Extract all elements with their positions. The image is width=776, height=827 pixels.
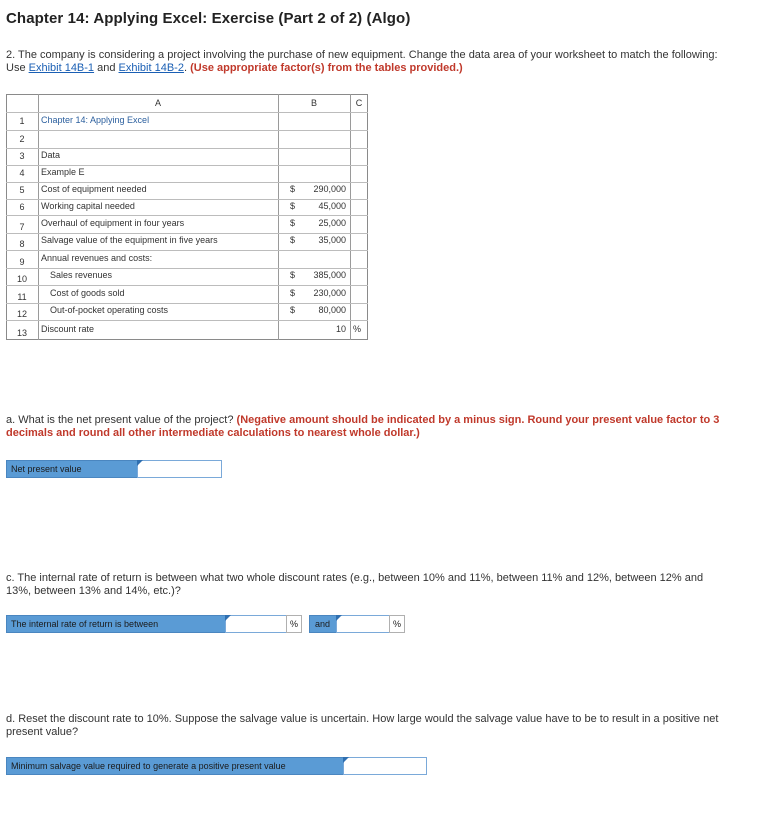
row-label [41,130,276,148]
row-number: 5 [19,185,25,195]
intro-period: . [183,62,191,74]
intro-and: and [94,62,119,74]
row-label: Cost of equipment needed [41,184,147,194]
row-number: 1 [19,116,25,126]
row-unit: % [353,324,362,334]
irr-answer-row [6,615,406,633]
row-number: 7 [19,222,25,232]
currency-symbol: $ [290,201,296,211]
row-value: 35,000 [318,235,346,245]
row-number: 4 [19,168,25,178]
currency-symbol: $ [290,184,296,194]
irr-lower-input-cell[interactable] [225,615,287,633]
currency-symbol: $ [290,288,296,298]
input-corner-marker [137,460,143,466]
row-number: 8 [19,239,25,249]
currency-symbol: $ [290,218,296,228]
row-value: 25,000 [318,218,346,228]
irr-upper-percent: % [389,615,405,633]
input-corner-marker [343,757,349,763]
column-header-a: A [154,98,161,108]
spreadsheet [6,94,370,340]
row-label: Salvage value of the equipment in five years [41,235,218,245]
row-value: 45,000 [318,201,346,211]
exhibit-14b-2-link[interactable]: Exhibit 14B-2 [118,62,184,74]
row-number: 6 [19,202,25,212]
row-value: 10 [335,324,346,334]
currency-symbol: $ [290,305,296,315]
column-header-b: B [310,98,317,108]
irr-lower-percent: % [286,615,302,633]
row-label: Working capital needed [41,201,135,211]
npv-input[interactable] [138,463,221,479]
row-number: 10 [16,274,27,284]
salvage-input-cell[interactable] [343,757,427,775]
row-label: Overhaul of equipment in four years [41,218,185,228]
question-a-text: a. What is the net present value of the project? [6,414,237,426]
input-corner-marker [225,615,231,621]
row-number: 13 [16,328,27,338]
irr-upper-input[interactable] [337,618,389,634]
currency-symbol: $ [290,235,296,245]
intro-instruction: (Use appropriate factor(s) from the tables provided.) [190,62,463,74]
row-value: 230,000 [313,288,346,298]
question-d [6,713,726,739]
row-number: 3 [19,151,25,161]
question-d-text: d. Reset the discount rate to 10%. Suppose the salvage value is uncertain. How large would the salvage value have to be to result in a positive net present value? [6,713,719,738]
page-title: Chapter 14: Applying Excel: Exercise (Part 2 of 2) (Algo) [6,10,411,27]
row-value: 290,000 [313,184,346,194]
intro-paragraph [6,49,726,75]
irr-upper-input-cell[interactable] [336,615,390,633]
npv-answer-row [6,460,222,478]
irr-lower-input[interactable] [226,618,286,634]
row-number: 12 [16,309,27,319]
row-value: 385,000 [313,270,346,280]
exhibit-14b-1-link[interactable]: Exhibit 14B-1 [28,62,95,74]
input-corner-marker [336,615,342,621]
row-number: 2 [19,134,25,144]
npv-label: Net present value [6,460,138,478]
column-header-c: C [355,98,363,108]
row-label: Data [41,150,61,160]
row-number: 11 [17,292,27,302]
row-label: Out-of-pocket operating costs [50,305,169,315]
sheet-title-cell: Chapter 14: Applying Excel [41,115,150,125]
npv-input-cell[interactable] [137,460,222,478]
salvage-answer-row [6,757,428,775]
salvage-input[interactable] [344,760,426,776]
row-label: Annual revenues and costs: [41,253,153,263]
question-a-instruction: (Negative amount should be indicated by a minus sign. Round your present value factor to 3 decimals and round all other intermediate calculations to nearest whole dollar.) [6,414,720,439]
question-a [6,414,726,440]
row-label: Sales revenues [50,270,113,280]
question-c [6,572,726,598]
question-c-text: c. The internal rate of return is between what two whole discount rates (e.g., between 10% and 11%, between 11% and 12%, between 12% and 13%, between 13% and 14%, etc.)? [6,572,704,597]
row-label: Example E [41,167,85,177]
row-label: Cost of goods sold [50,288,125,298]
row-label: Discount rate [41,324,95,334]
irr-label: The internal rate of return is between [6,615,226,633]
row-number: 9 [19,257,25,267]
row-value: 80,000 [318,305,346,315]
intro-text: 2. The company is considering a project involving the purchase of new equipment. Change the data area of your worksheet to match the following: Use [6,49,718,74]
salvage-label: Minimum salvage value required to generate a positive present value [6,757,344,775]
irr-and-label: and [309,615,337,633]
currency-symbol: $ [290,270,296,280]
